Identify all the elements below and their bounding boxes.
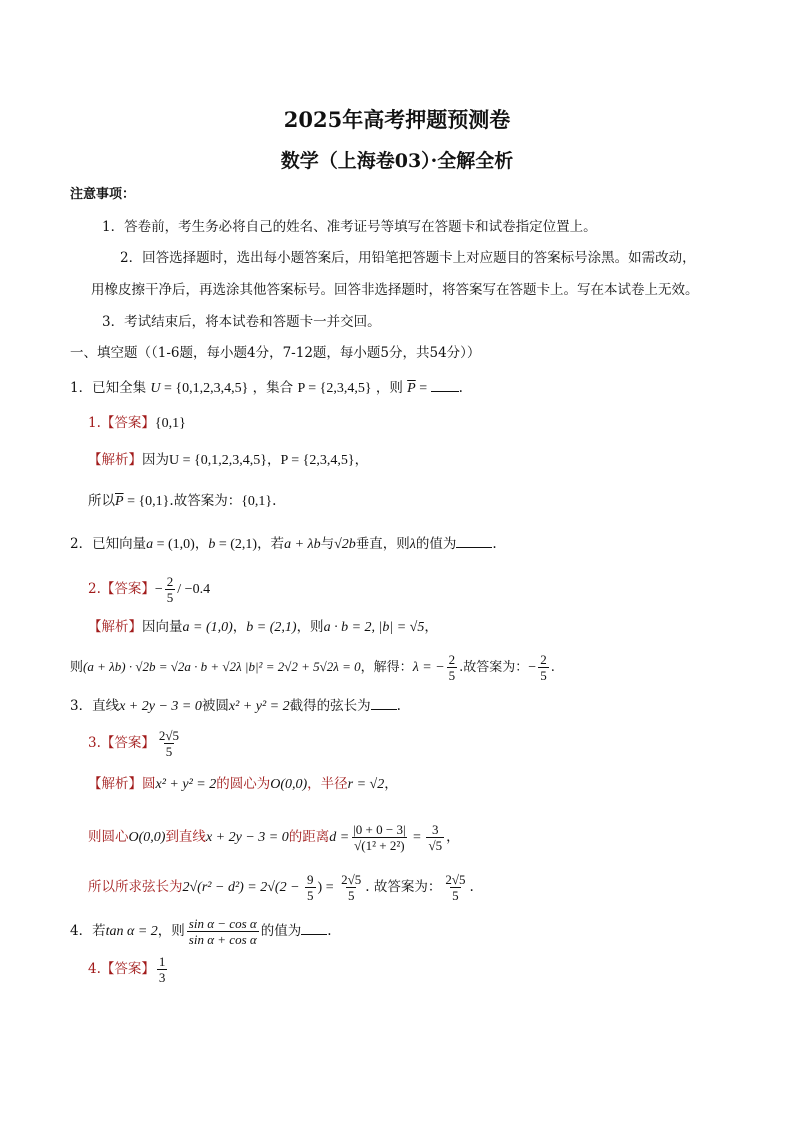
q3-explanation-label: 【解析】 xyxy=(88,776,142,792)
q4-fraction: $\frac{\text{sin α − cos α}}{\text{sin α + cos α}}$ xyxy=(188,916,257,947)
q4-answer-fraction: $\frac{1}{3}$ xyxy=(158,954,166,985)
q4-answer xyxy=(88,952,169,986)
question-4: 4．若tan α = 2，则 $\frac{\text{sin α − cos α}}{\text{sin α + cos α}}$ 的值为 . xyxy=(70,916,332,947)
q1-explanation: 【解析】因为U = {0,1,2,3,4,5}，P = {2,3,4,5}， xyxy=(88,452,369,468)
q2-answer-label: 2.【答案】 xyxy=(88,581,155,597)
q4-answer-label: 4.【答案】 xyxy=(88,961,155,977)
q1-stem-c: ，则 xyxy=(375,380,403,396)
notice-item-2-cont: 用橡皮擦干净后，再选涂其他答案标号。回答非选择题时，将答案写在答题卡上。写在本试卷上无效。 xyxy=(91,282,699,298)
section-heading: 一、填空题（（1-6题，每小题4分，7-12题，每小题5分，共54分）） xyxy=(70,345,481,361)
q1-explanation-label: 【解析】 xyxy=(88,452,142,468)
page-title: 2025年高考押题预测卷 xyxy=(283,107,511,132)
page-subtitle: 数学（上海卷03）·全解全析 xyxy=(280,150,514,172)
notice-item-2: 2．回答选择题时，选出每小题答案后，用铅笔把答题卡上对应题目的答案标号涂黑。如需改动， xyxy=(120,250,696,266)
q3-answer xyxy=(88,726,183,760)
q1-stem-a: 1．已知全集 xyxy=(70,380,147,396)
q2-explanation-label: 【解析】 xyxy=(88,619,142,635)
q1-answer-blank xyxy=(431,379,459,392)
q2-solution: 则(a + λb) · √2b = √2a · b + √2λ |b|² = 2√2 + 5√2λ = 0，解得：λ = − $\frac{2}{5}$ .故答案为：− $\frac{2}{5}$ . xyxy=(70,652,555,683)
q3-answer-blank xyxy=(371,697,397,710)
q3-chord-length: 所以所求弦长为2√(r² − d²) = 2√(2 − $\frac{9}{5}$ ) = $\frac{2√5}{5}$ . 故答案为： $\frac{2√5}{5}$ . xyxy=(88,872,474,903)
q1-stem-b: ，集合 xyxy=(252,380,294,396)
q1-complement: $\overline{P}$ xyxy=(407,381,416,396)
notice-heading: 注意事项： xyxy=(70,187,136,202)
q2-answer-fraction: $\frac{2}{5}$ xyxy=(166,574,174,605)
q3-answer-fraction: $\frac{2√5}{5}$ xyxy=(158,728,180,759)
question-2: 2．已知向量a = (1,0)，b = (2,1)，若a + λb与√2b垂直，则λ的值为 . xyxy=(70,536,497,552)
q1-answer-value: {0,1} xyxy=(154,416,186,431)
q1-set-p: P = {2,3,4,5} xyxy=(297,381,372,396)
notice-item-3: 3．考试结束后，将本试卷和答题卡一并交回。 xyxy=(102,314,381,330)
q1-universal-set: U = {0,1,2,3,4,5} xyxy=(150,381,249,396)
q1-conclusion: 所以$\overline{P} = \{0,1\}$.故答案为：{0,1}. xyxy=(88,493,277,509)
q2-answer: 2.【答案】− $\frac{2}{5}$ / −0.4 xyxy=(88,574,211,605)
q3-explanation: 【解析】圆x² + y² = 2的圆心为O(0,0)，半径r = √2， xyxy=(88,776,398,792)
q3-distance: 则圆心O(0,0)到直线x + 2y − 3 = 0的距离d = $\frac{|0 + 0 - 3|}{\text{√(1² + 2²)}}$ = $\frac{3}{√5}$ ， xyxy=(88,822,460,853)
notice-item-1: 1．答卷前，考生务必将自己的姓名、准考证号等填写在答题卡和试卷指定位置上。 xyxy=(102,219,597,235)
q1-answer xyxy=(88,414,186,433)
question-1: 1．已知全集 U = {0,1,2,3,4,5} ，集合 P = {2,3,4,5} ，则 $\overline{P}$ = . xyxy=(70,380,463,396)
q4-answer-blank xyxy=(301,922,327,935)
q2-explanation: 【解析】因向量a = (1,0)，b = (2,1)，则a · b = 2, |b| = √5， xyxy=(88,619,438,635)
question-3: 3．直线x + 2y − 3 = 0被圆x² + y² = 2截得的弦长为 . xyxy=(70,698,401,714)
q1-answer-label: 1.【答案】 xyxy=(88,415,155,431)
q3-answer-label: 3.【答案】 xyxy=(88,735,155,751)
q2-answer-blank xyxy=(456,535,492,548)
